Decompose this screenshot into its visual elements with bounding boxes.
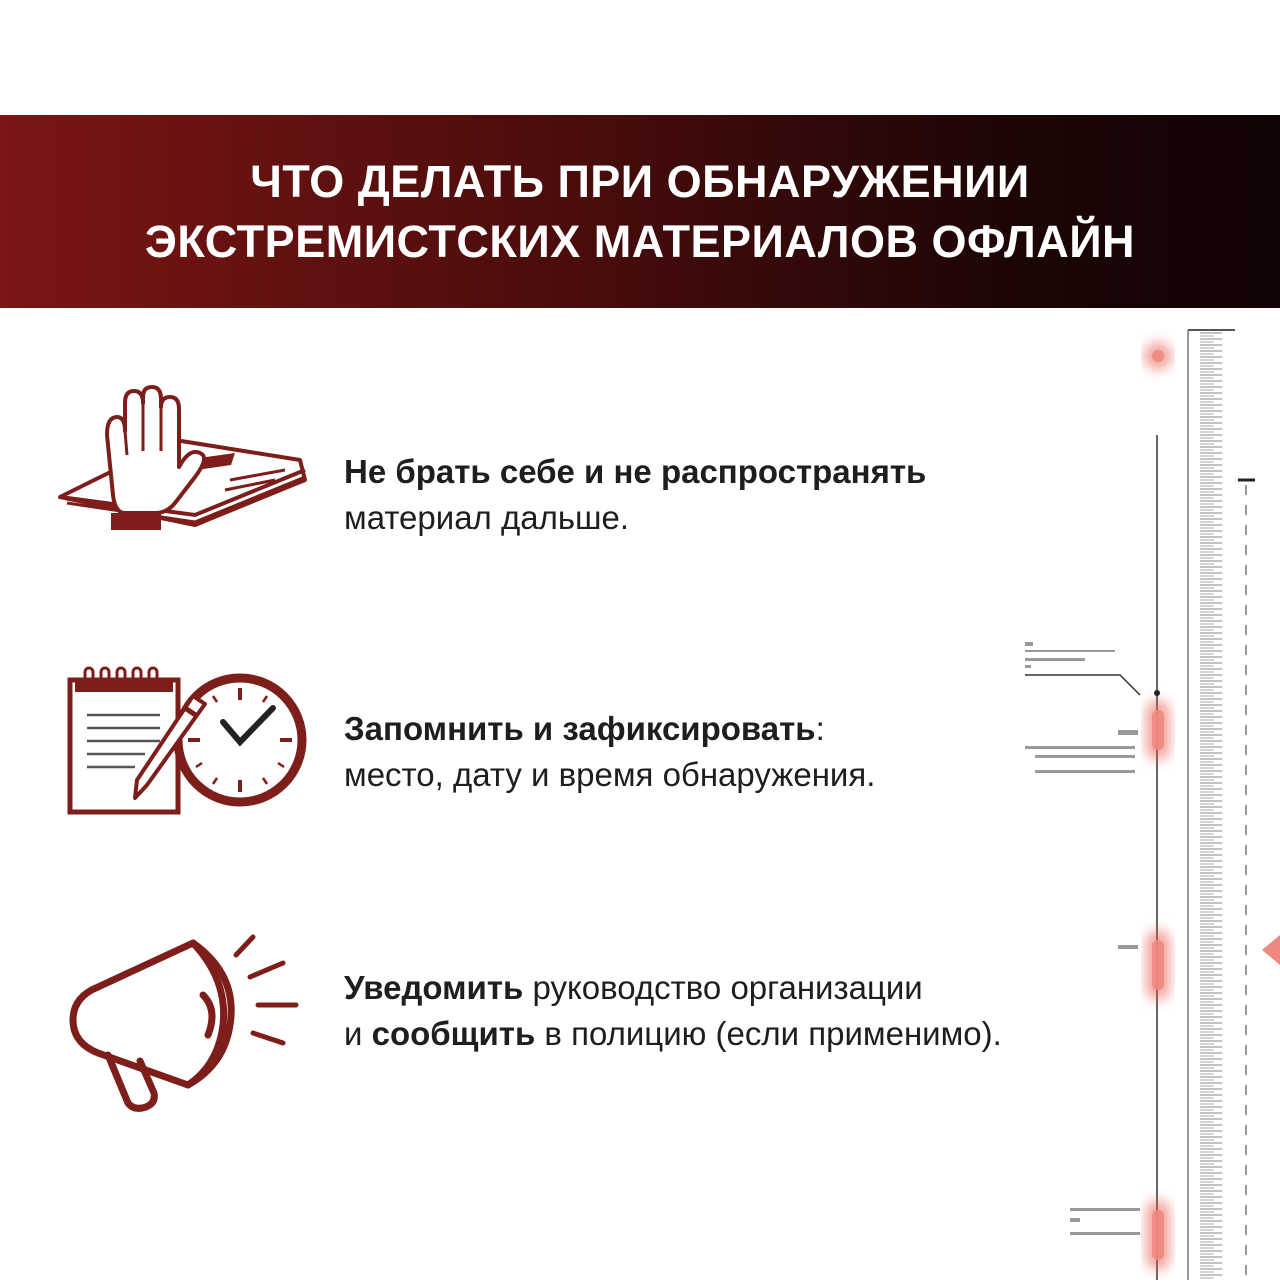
instruction-3-bold-1: Уведомить (344, 969, 524, 1006)
header-banner (0, 115, 1280, 308)
instruction-3-bold-2: сообщить (371, 1015, 536, 1052)
instruction-2-rest: место, дату и время обнаружения. (344, 756, 876, 793)
instruction-2-bold: Запомнить и зафиксировать (344, 710, 816, 747)
instruction-text-3 (344, 965, 1002, 1057)
hand-on-document-icon (55, 385, 310, 540)
notepad-and-clock-icon (65, 660, 310, 825)
header-title-line-1: ЧТО ДЕЛАТЬ ПРИ ОБНАРУЖЕНИИ (250, 155, 1030, 207)
instruction-3-rest-2: в полицию (если применимо). (535, 1015, 1002, 1052)
instruction-text-2 (344, 706, 875, 798)
header-title-line-2: ЭКСТРЕМИСТСКИХ МАТЕРИАЛОВ ОФЛАЙН (144, 215, 1136, 267)
instruction-1-rest: материал дальше. (344, 499, 630, 536)
instruction-2-colon: : (815, 710, 825, 747)
instruction-text-1 (344, 449, 926, 541)
decorative-ruler-graphic (1000, 320, 1280, 1280)
instruction-3-prefix-2: и (344, 1015, 372, 1052)
megaphone-icon (68, 925, 303, 1120)
instruction-3-rest-1: руководство организации (523, 969, 923, 1006)
instruction-1-bold: Не брать себе и не распространять (344, 453, 927, 490)
